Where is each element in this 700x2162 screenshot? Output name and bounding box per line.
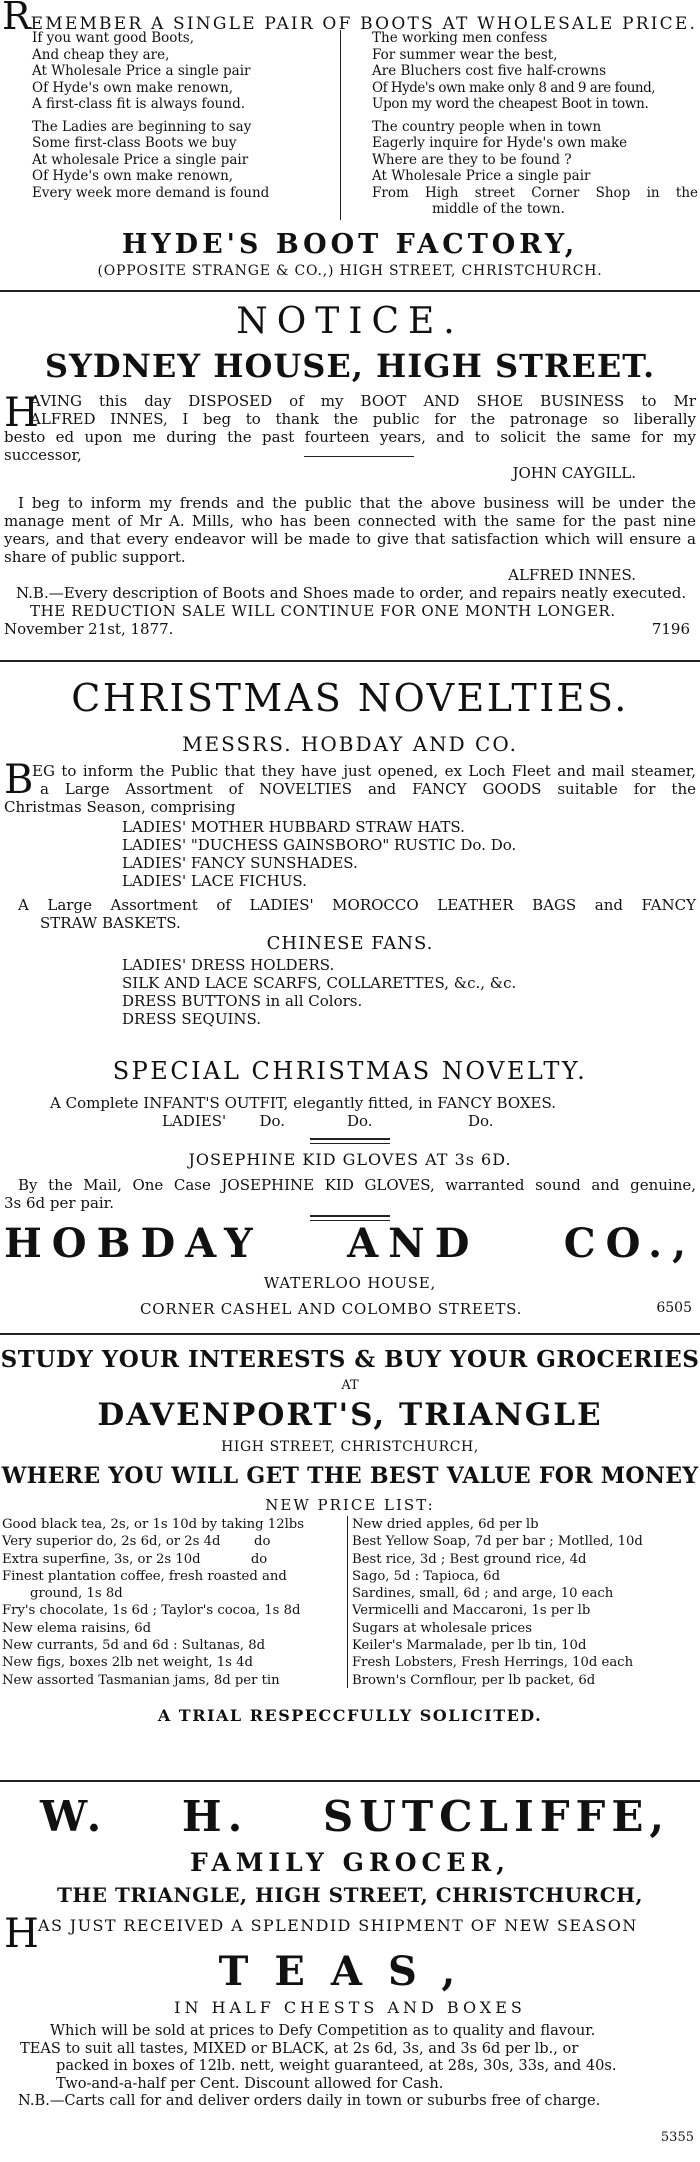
price-list-left [2, 1516, 344, 1689]
right-verse [372, 30, 698, 218]
notice-ref: 7196 [651, 620, 690, 638]
paragraph-line: STRAW BASKETS. [40, 914, 181, 932]
sutcliffe-ref: 5355 [660, 2130, 694, 2145]
verse-line: Every week more demand is found [32, 184, 270, 201]
paragraph-line: 3s 6d per pair. [4, 1194, 114, 1212]
special-heading: SPECIAL CHRISTMAS NOVELTY. [112, 1057, 588, 1085]
paragraph-line: Two-and-a-half per Cent. Discount allowed for Cash. [56, 2074, 444, 2092]
sutcliffe-name: W. H. SUTCLIFFE, [40, 1792, 670, 1841]
fans-heading: CHINESE FANS. [266, 933, 434, 954]
price-item: Sugars at wholesale prices [352, 1620, 532, 1636]
gloves-heading: JOSEPHINE KID GLOVES AT 3s 6D. [188, 1150, 512, 1169]
price-item: Best rice, 3d ; Best ground rice, 4d [352, 1551, 587, 1567]
received-line [4, 1911, 698, 1957]
price-item: ground, 1s 8d [30, 1586, 123, 1602]
price-item: New assorted Tasmanian jams, 8d per tin [2, 1672, 280, 1688]
verse-line: The country people when in town [372, 118, 602, 135]
paragraph-line: LADIES' Do. Do. Do. [162, 1112, 494, 1130]
paragraph-line: manage ment of Mr A. Mills, who has been connected with the same for the past nine [4, 512, 696, 530]
notice-footer [4, 620, 696, 638]
paragraph-line: AVING this day DISPOSED of my BOOT AND SHOE BUSINESS to Mr [30, 392, 696, 410]
verse-line: Where are they to be found ? [372, 151, 572, 168]
signature: JOHN CAYGILL. [512, 464, 636, 482]
verse-line: At Wholesale Price a single pair [372, 168, 591, 184]
verse-line: If you want good Boots, [32, 30, 195, 46]
price-item: Very superior do, 2s 6d, or 2s 4d do [2, 1534, 271, 1550]
verse-line: At Wholesale Price a single pair [32, 63, 251, 79]
davenport-address: HIGH STREET, CHRISTCHURCH, [221, 1439, 479, 1455]
price-item: Keiler's Marmalade, per lb tin, 10d [352, 1638, 587, 1654]
davenport-advert [0, 1336, 700, 1780]
signature: ALFRED INNES. [508, 566, 636, 584]
price-item: Brown's Cornflour, per lb packet, 6d [352, 1672, 596, 1688]
list-item: LADIES' "DUCHESS GAINSBORO" RUSTIC Do. Do. [122, 836, 517, 854]
verse-line: Are Bluchers cost five half-crowns [372, 63, 607, 79]
price-item: New currants, 5d and 6d : Sultanas, 8d [2, 1638, 266, 1654]
paragraph-line: TEAS to suit all tastes, MIXED or BLACK, at 2s 6d, 3s, and 3s 6d per lb., or [20, 2039, 579, 2057]
price-item: Best Yellow Soap, 7d per bar ; Motlled, 10d [352, 1534, 643, 1550]
price-list-right [352, 1516, 698, 1689]
verse-line: Eagerly inquire for Hyde's own make [372, 135, 628, 151]
section-rule [0, 1333, 700, 1335]
davenport-name: DAVENPORT'S, TRIANGLE [97, 1397, 603, 1433]
separator-line [310, 1138, 390, 1144]
notice-paragraph [4, 392, 696, 638]
sutcliffe-body [4, 2022, 696, 2110]
boot-factory-title: HYDE'S BOOT FACTORY, [121, 229, 579, 260]
hobday-address: CORNER CASHEL AND COLOMBO STREETS. [140, 1300, 523, 1318]
price-item: Sago, 5d : Tapioca, 6d [352, 1568, 501, 1584]
groceries-headline: STUDY YOUR INTERESTS & BUY YOUR GROCERIES [0, 1346, 700, 1373]
paragraph-line: A Large Assortment of LADIES' MOROCCO LEATHER BAGS and FANCY [18, 896, 696, 914]
list-item: DRESS BUTTONS in all Colors. [122, 992, 363, 1010]
verse-line: The working men confess [372, 30, 548, 46]
drop-cap: H [4, 1911, 39, 1957]
sutcliffe-address: THE TRIANGLE, HIGH STREET, CHRISTCHURCH, [57, 1883, 643, 1907]
verse-line: middle of the town. [432, 201, 565, 217]
received-text: AS JUST RECEIVED A SPLENDID SHIPMENT OF NEW SEASON [38, 1916, 638, 1935]
price-item: Sardines, small, 6d ; and arge, 10 each [352, 1586, 614, 1602]
separator-line [304, 456, 414, 457]
groceries-at: AT [341, 1378, 359, 1393]
list-item: LADIES' FANCY SUNSHADES. [122, 854, 358, 872]
paragraph-line: Christmas Season, comprising [4, 798, 236, 816]
paragraph-line: I beg to inform my frends and the public that the above business will be under the [18, 494, 696, 512]
verse-line: The Ladies are beginning to say [32, 118, 252, 135]
christmas-advert [0, 662, 700, 1330]
price-item: Fry's chocolate, 1s 6d ; Taylor's cocoa, 1s 8d [2, 1603, 301, 1619]
drop-cap: H [4, 390, 39, 436]
item-list [4, 818, 696, 890]
chests-line: IN HALF CHESTS AND BOXES [174, 1998, 526, 2017]
notice-date: November 21st, 1877. [4, 620, 174, 638]
verse-line: A first-class fit is always found. [32, 96, 246, 112]
paragraph-line: besto ed upon me during the past fourteen years, and to solicit the same for my [4, 428, 696, 446]
price-item: Extra superfine, 3s, or 2s 10d do [2, 1551, 268, 1567]
teas-title: TEAS, [218, 1948, 482, 1995]
christmas-ref: 6505 [656, 1300, 692, 1316]
reduction-line: THE REDUCTION SALE WILL CONTINUE FOR ONE MONTH LONGER. [30, 602, 616, 620]
verse-line: Of Hyde's own make only 8 and 9 are found, [372, 79, 656, 96]
notice-subtitle: SYDNEY HOUSE, HIGH STREET. [44, 347, 656, 385]
verse-line: Of Hyde's own make renown, [32, 168, 234, 184]
price-list-title: NEW PRICE LIST: [265, 1496, 435, 1514]
christmas-title: CHRISTMAS NOVELTIES. [71, 676, 629, 720]
column-divider [340, 30, 341, 220]
price-item: New dried apples, 6d per lb [352, 1517, 539, 1532]
verse-line: And cheap they are, [32, 46, 170, 63]
item-list [4, 956, 696, 1028]
mail-lines [4, 1176, 696, 1212]
notice-advert [0, 292, 700, 657]
drop-cap: R [2, 0, 31, 38]
price-item: Fresh Lobsters, Fresh Herrings, 10d each [352, 1655, 634, 1671]
paragraph-line: share of public support. [4, 548, 186, 566]
paragraph-line: years, and that every endeavor will be made to give that satisfaction which will ensure a [4, 530, 696, 548]
price-item: Finest plantation coffee, fresh roasted and [2, 1568, 287, 1584]
waterloo-house: WATERLOO HOUSE, [263, 1274, 437, 1292]
column-divider [347, 1516, 348, 1688]
nb-line: N.B.—Every description of Boots and Shoes made to order, and repairs neatly executed. [16, 584, 687, 602]
drop-cap: B [4, 757, 34, 803]
verse-line: Of Hyde's own make renown, [32, 79, 234, 96]
sutcliffe-advert [0, 1782, 700, 2162]
paragraph-line: a Large Assortment of NOVELTIES and FANCY GOODS suitable for the [40, 780, 696, 798]
left-verse [32, 30, 332, 201]
price-item: New elema raisins, 6d [2, 1620, 152, 1636]
paragraph-line: A Complete INFANT'S OUTFIT, elegantly fitted, in FANCY BOXES. [50, 1094, 556, 1112]
list-item: LADIES' DRESS HOLDERS. [122, 956, 335, 974]
list-item: SILK AND LACE SCARFS, COLLARETTES, &c., &c. [122, 974, 517, 992]
nb-line: N.B.—Carts call for and deliver orders daily in town or suburbs free of charge. [18, 2092, 601, 2110]
verse-line: At wholesale Price a single pair [32, 151, 249, 168]
price-item: Vermicelli and Maccaroni, 1s per lb [352, 1603, 591, 1619]
list-item: LADIES' MOTHER HUBBARD STRAW HATS. [122, 818, 465, 836]
hobday-title: HOBDAY AND CO., [4, 1220, 696, 1267]
list-item: DRESS SEQUINS. [122, 1010, 262, 1028]
price-item: Good black tea, 2s, or 1s 10d by taking 12lbs [2, 1517, 305, 1532]
paragraph-line: successor, [4, 446, 82, 464]
price-item: New figs, boxes 2lb net weight, 1s 4d [2, 1655, 253, 1671]
paragraph-line: By the Mail, One Case JOSEPHINE KID GLOVES, warranted sound and genuine, [18, 1176, 696, 1194]
verse-line: Some first-class Boots we buy [32, 135, 237, 151]
paragraph-line: EG to inform the Public that they have just opened, ex Loch Fleet and mail steamer, [32, 762, 696, 780]
trial-line: A TRIAL RESPECCFULLY SOLICITED. [157, 1706, 543, 1725]
christmas-body [4, 757, 696, 1028]
boot-factory-address: (OPPOSITE STRANGE & CO.,) HIGH STREET, CHRISTCHURCH. [97, 263, 603, 279]
paragraph-line: packed in boxes of 12lb. nett, weight guaranteed, at 28s, 30s, 33s, and 40s. [56, 2057, 617, 2075]
boot-advert [0, 0, 700, 288]
paragraph-line: ALFRED INNES, I beg to thank the public for the patronage so liberally [30, 410, 696, 428]
best-value-line: WHERE YOU WILL GET THE BEST VALUE FOR MONEY [1, 1463, 699, 1489]
verse-line: From High street Corner Shop in the [372, 184, 698, 201]
christmas-firm: MESSRS. HOBDAY AND CO. [182, 732, 518, 756]
list-item: LADIES' LACE FICHUS. [122, 872, 307, 890]
notice-title: NOTICE. [236, 301, 464, 342]
boot-heading: EMEMBER A SINGLE PAIR OF BOOTS AT WHOLESALE PRICE. [30, 14, 698, 34]
verse-line: For summer wear the best, [372, 46, 558, 63]
paragraph-line: Which will be sold at prices to Defy Competition as to quality and flavour. [50, 2022, 596, 2039]
outfit-lines [50, 1094, 690, 1130]
family-grocer: FAMILY GROCER, [190, 1848, 510, 1877]
verse-line: Upon my word the cheapest Boot in town. [372, 96, 649, 112]
